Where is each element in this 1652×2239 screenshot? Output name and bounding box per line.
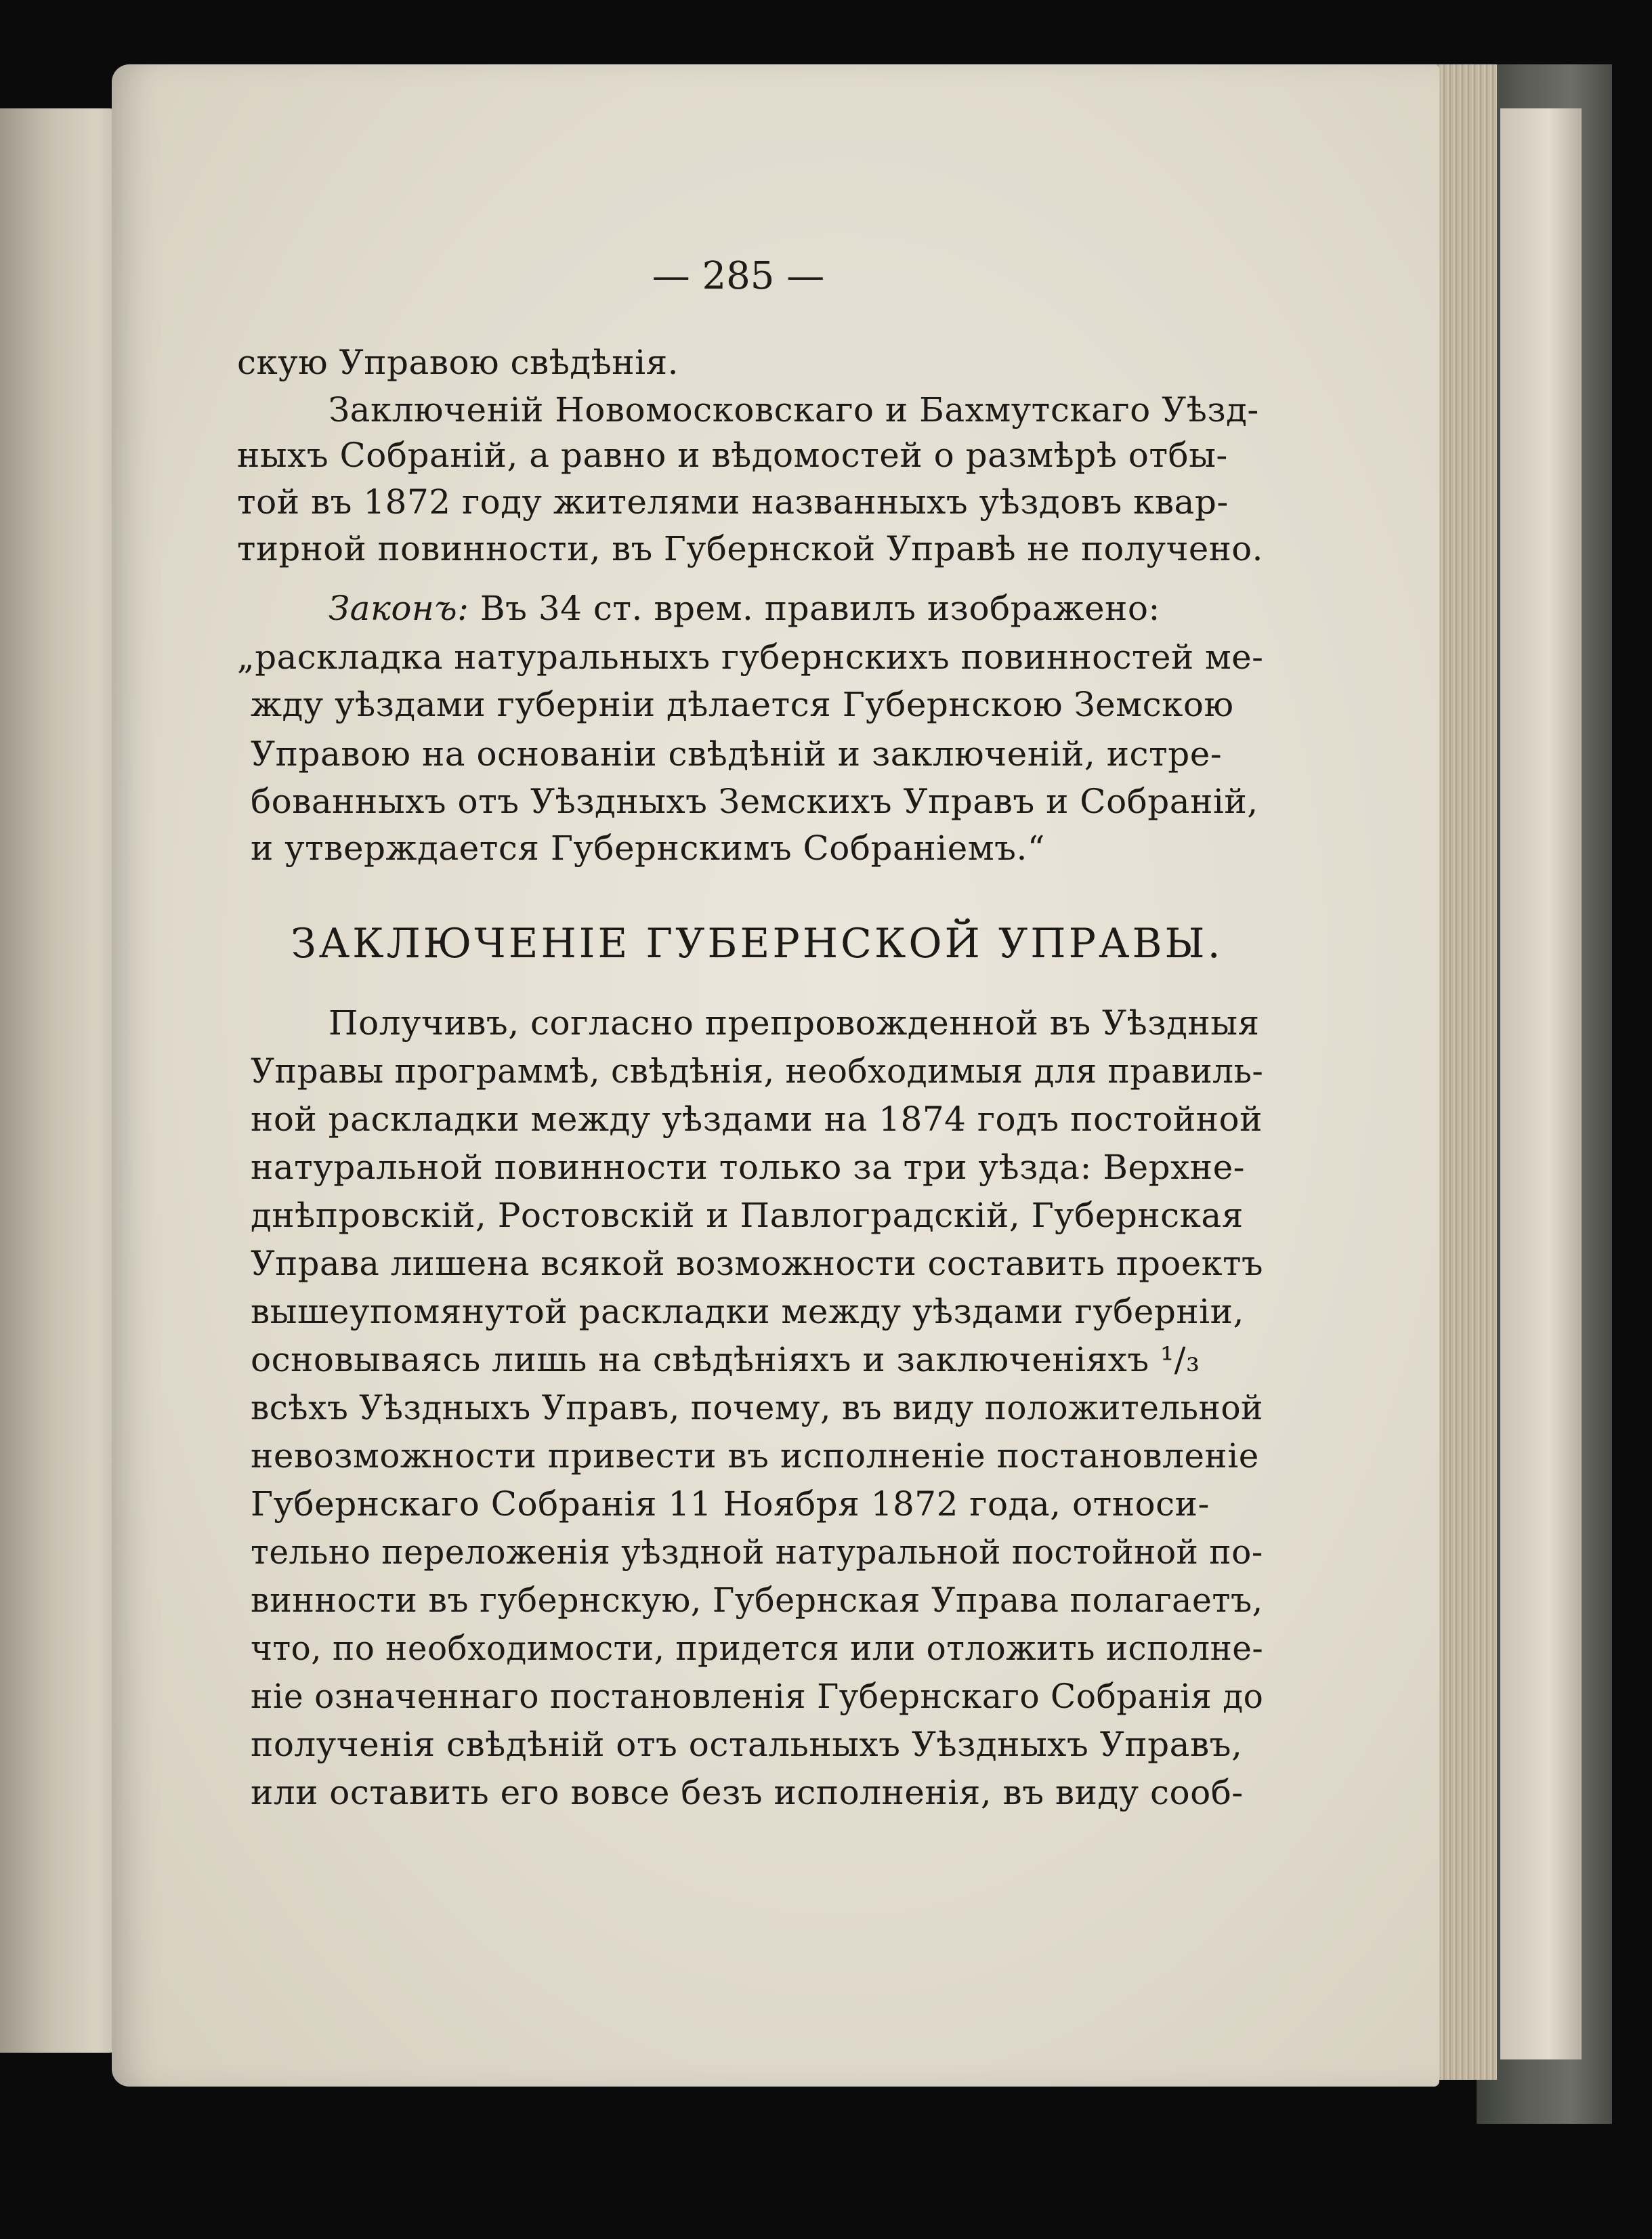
text-line: вышеупомянутой раскладки между уѣздами губерніи, xyxy=(251,1292,1244,1331)
text-line: Управа лишена всякой возможности составить проектъ xyxy=(251,1244,1263,1283)
text-line: Управы программѣ, свѣдѣнія, необходимыя для правиль- xyxy=(251,1051,1264,1091)
text-line: ной раскладки между уѣздами на 1874 годъ постойной xyxy=(251,1100,1263,1139)
text-line: днѣпровскій, Ростовскій и Павлоградскій, Губернская xyxy=(251,1196,1244,1235)
text-line: тирной повинности, въ Губернской Управѣ не получено. xyxy=(237,529,1263,568)
text-line: всѣхъ Уѣздныхъ Управъ, почему, въ виду положительной xyxy=(251,1388,1263,1427)
cover-endpaper xyxy=(1500,108,1582,2059)
text-line: что, по необходимости, придется или отложить исполне- xyxy=(251,1629,1264,1668)
text-line: Заключеній Новомосковскаго и Бахмутскаго Уѣзд- xyxy=(329,390,1259,430)
text-line: натуральной повинности только за три уѣзда: Верхне- xyxy=(251,1148,1246,1187)
text-line: и утверждается Губернскимъ Собраніемъ.“ xyxy=(251,829,1045,868)
text-line: ніе означеннаго постановленія Губернскаго Собранія до xyxy=(251,1677,1264,1716)
text-line: жду уѣздами губерніи дѣлается Губернскою Земскою xyxy=(251,685,1234,724)
text-line: невозможности привести въ исполненіе постановленіе xyxy=(251,1436,1259,1476)
law-label: Законъ: xyxy=(329,589,469,628)
section-heading: ЗАКЛЮЧЕНІЕ ГУБЕРНСКОЙ УПРАВЫ. xyxy=(291,920,1223,967)
law-line-text: Въ 34 ст. врем. правилъ изображено: xyxy=(469,589,1160,628)
text-line: „раскладка натуральныхъ губернскихъ повинностей ме- xyxy=(237,637,1264,677)
text-line: бованныхъ отъ Уѣздныхъ Земскихъ Управъ и Собраній, xyxy=(251,782,1258,821)
previous-page-edge xyxy=(0,108,129,2053)
text-line: Губернскаго Собранія 11 Ноября 1872 года, относи- xyxy=(251,1484,1210,1524)
page-number: — 285 — xyxy=(652,254,825,298)
text-line: основываясь лишь на свѣдѣніяхъ и заключеніяхъ ¹/₃ xyxy=(251,1340,1200,1379)
text-line: или оставить его вовсе безъ исполненія, въ виду сооб- xyxy=(251,1773,1244,1812)
text-line: Получивъ, согласно препровожденной въ Уѣздныя xyxy=(329,1003,1260,1043)
text-line: винности въ губернскую, Губернская Управа полагаетъ, xyxy=(251,1581,1263,1620)
text-line: тельно переложенія уѣздной натуральной постойной по- xyxy=(251,1532,1263,1572)
text-line: той въ 1872 году жителями названныхъ уѣздовъ квар- xyxy=(237,482,1229,522)
text-line: полученія свѣдѣній отъ остальныхъ Уѣздныхъ Управъ, xyxy=(251,1725,1243,1764)
law-line xyxy=(329,588,1263,629)
text-line: скую Управою свѣдѣнія. xyxy=(237,343,679,382)
text-line: Управою на основаніи свѣдѣній и заключеній, истре- xyxy=(251,734,1223,774)
text-line: ныхъ Собраній, а равно и вѣдомостей о размѣрѣ отбы- xyxy=(237,436,1228,475)
